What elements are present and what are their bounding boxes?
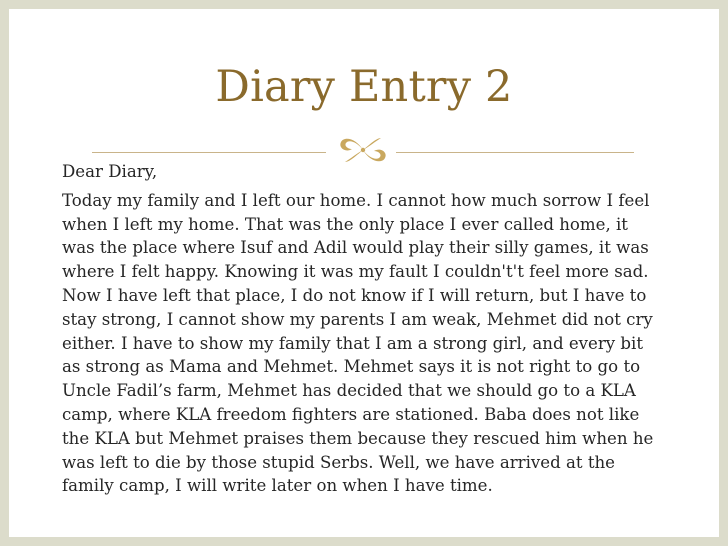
slide-title: Diary Entry 2 [215,62,513,112]
diary-paragraph: Today my family and I left our home. I cannot how much sorrow I feel when I left my home. That was the only place I ever called home, it was the place where Isuf and Adil would play their silly games, it was where I felt happy. Knowing it was my fault I couldn't't feel more sad. Now I have left that place, I do not know if I will return, but I have to stay strong, I cannot show my parents I am weak, Mehmet did not cry either. I have to show my family that I am a strong girl, and every bit as strong as Mama and Mehmet. Mehmet says it is not right to go to Uncle Fadil’s farm, Mehmet has decided that we should go to a KLA camp, where KLA freedom fighters are stationed. Baba does not like the KLA but Mehmet praises them because they rescued him when he was left to die by those stupid Serbs. Well, we have arrived at the family camp, I will write later on when I have time. [62,190,654,496]
diary-entry-body [62,160,662,498]
title-divider-left [92,152,326,153]
title-divider-right [396,152,634,153]
salutation: Dear Diary, [62,162,158,181]
